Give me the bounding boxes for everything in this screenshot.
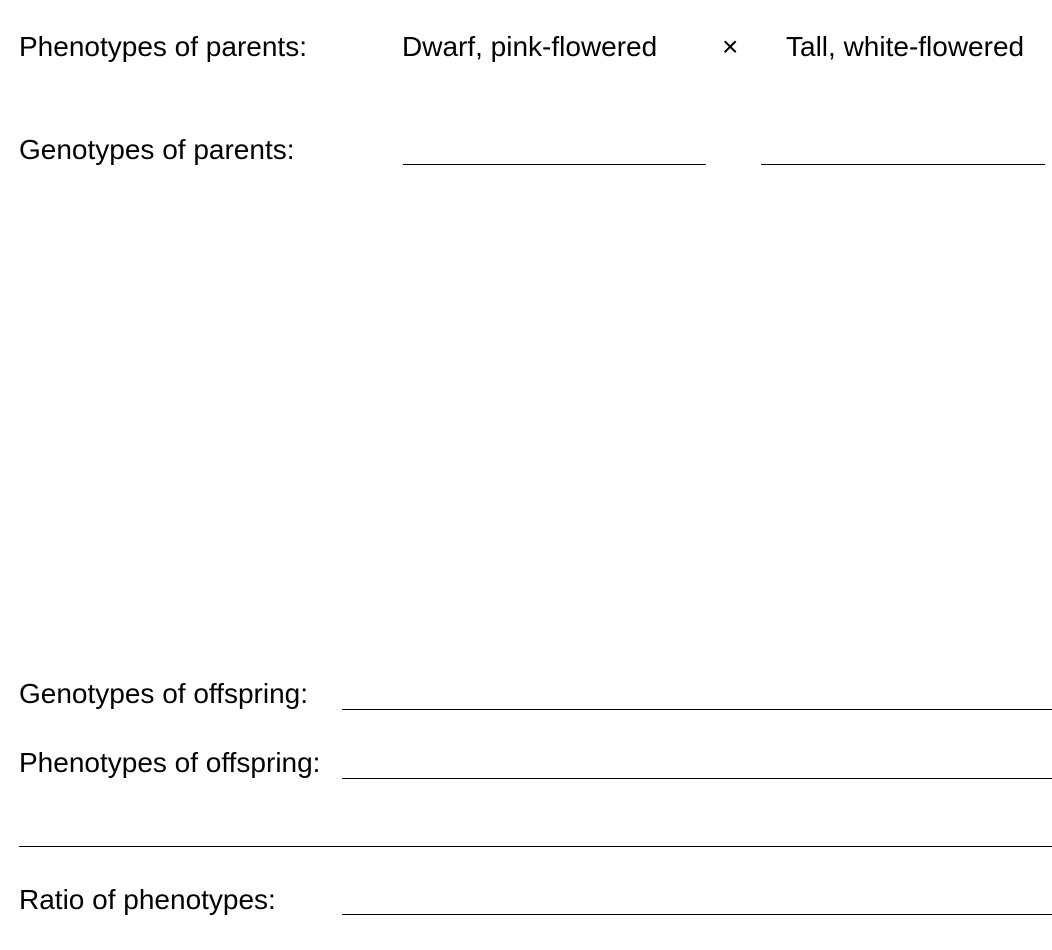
phenotypes-of-offspring-label: Phenotypes of offspring: (19, 747, 321, 778)
working-space[interactable] (19, 200, 1039, 650)
ratio-of-phenotypes-label: Ratio of phenotypes: (19, 884, 276, 915)
ratio-answer-line[interactable] (342, 914, 1052, 915)
genotypes-of-parents-label: Genotypes of parents: (19, 134, 295, 165)
parent1-phenotype: Dwarf, pink-flowered (402, 31, 658, 62)
offspring-genotypes-answer-line[interactable] (342, 709, 1052, 710)
parent2-genotype-answer-line[interactable] (761, 164, 1045, 165)
parent1-genotype-answer-line[interactable] (403, 164, 706, 165)
cross-symbol: × (722, 31, 739, 62)
offspring-phenotypes-continuation-line[interactable] (19, 846, 1052, 847)
genotypes-of-offspring-label: Genotypes of offspring: (19, 678, 308, 709)
offspring-phenotypes-answer-line[interactable] (342, 778, 1052, 779)
phenotypes-of-parents-label: Phenotypes of parents: (19, 31, 307, 62)
parent2-phenotype: Tall, white-flowered (786, 31, 1025, 62)
